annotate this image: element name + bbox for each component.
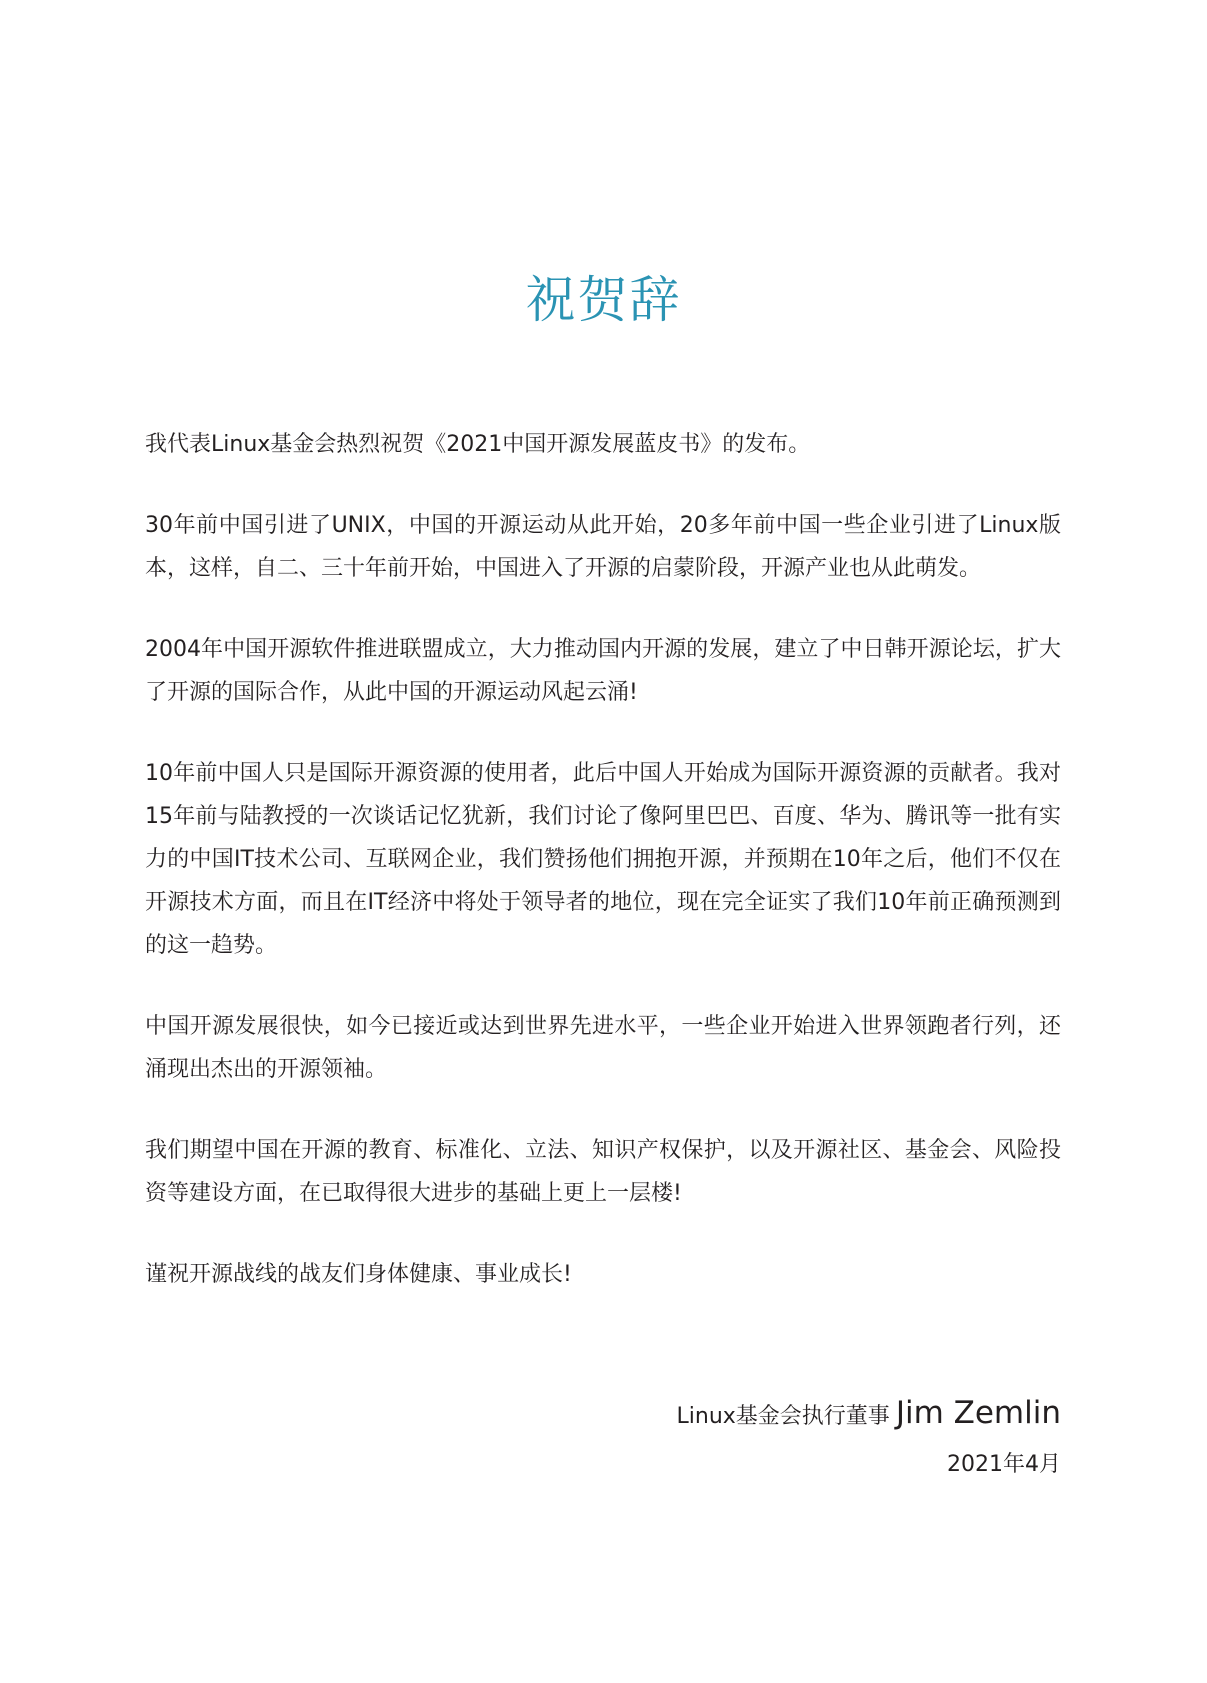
- paragraph-1: 我代表Linux基金会热烈祝贺《2021中国开源发展蓝皮书》的发布。: [145, 432, 811, 457]
- paragraph-7: 谨祝开源战线的战友们身体健康、事业成长!: [145, 1262, 572, 1287]
- paragraph-3: 2004年中国开源软件推进联盟成立，大力推动国内开源的发展，建立了中日韩开源论坛，扩大了开源的国际合作，从此中国的开源运动风起云涌!: [145, 637, 1061, 705]
- paragraph-6: 我们期望中国在开源的教育、标准化、立法、知识产权保护，以及开源社区、基金会、风险投资等建设方面，在已取得很大进步的基础上更上一层楼!: [145, 1138, 1061, 1206]
- signature-name: Jim Zemlin: [895, 1395, 1061, 1431]
- letter-body: [145, 423, 1061, 1334]
- signature-line: [677, 1393, 1061, 1437]
- paragraph-2: 30年前中国引进了UNIX，中国的开源运动从此开始，20多年前中国一些企业引进了Linux版本，这样，自二、三十年前开始，中国进入了开源的启蒙阶段，开源产业也从此萌发。: [145, 513, 1061, 581]
- signature-block: [677, 1393, 1061, 1485]
- page-title: 祝贺辞: [525, 271, 682, 329]
- signature-role: Linux基金会执行董事: [676, 1404, 890, 1429]
- signature-date: 2021年4月: [947, 1452, 1061, 1477]
- paragraph-5: 中国开源发展很快，如今已接近或达到世界先进水平，一些企业开始进入世界领跑者行列，还涌现出杰出的开源领袖。: [145, 1014, 1061, 1082]
- paragraph-4: 10年前中国人只是国际开源资源的使用者，此后中国人开始成为国际开源资源的贡献者。我对15年前与陆教授的一次谈话记忆犹新，我们讨论了像阿里巴巴、百度、华为、腾讯等一批有实力的中国IT技术公司、互联网企业，我们赞扬他们拥抱开源，并预期在10年之后，他们不仅在开源技术方面，而且在IT经济中将处于领导者的地位，现在完全证实了我们10年前正确预测到的这一趋势。: [145, 761, 1061, 958]
